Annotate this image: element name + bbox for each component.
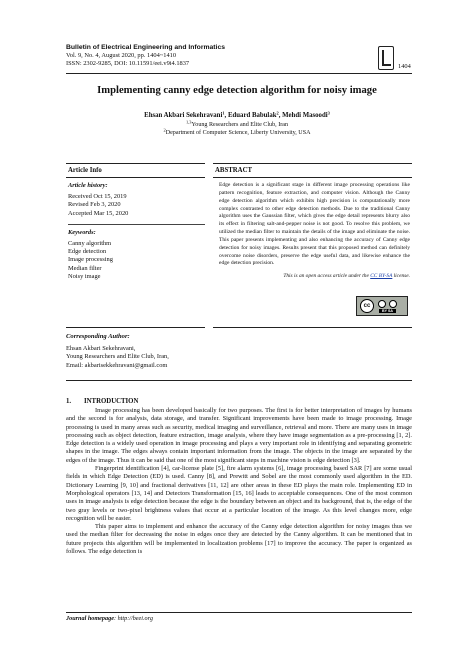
journal-logo-icon <box>378 46 394 70</box>
cc-badge-text: BY SA <box>379 309 396 313</box>
author-sup: 3 <box>327 110 330 116</box>
open-access-note <box>213 268 412 279</box>
paragraph: Fingerprint identification [4], car-license plate [5], fire alarm systems [6], image processing based SAR [7] are some usual fields in which Edge Detection (ED) is used. Canny [8], and Prewitt and Sobel are the most commonly used algorithm in the ED. Dictionary Learning [9, 10] and fractional derivatives [11, 12] are other areas in these ED plays the main role. Implementing ED in Morphological operators [13, 14] and Detectors Transformation [15, 16] leads to acceptable consequences. One of the most common uses in image analysis is edge detection because the edge is the boundary between an object and its background, that is, the edge of the two gray levels or two-pixel brightness values that occur at a particular location of the image. As this level changes more, edge recognition will be easier. <box>66 465 412 522</box>
paragraph: This paper aims to implement and enhance the accuracy of the Canny edge detection algorithm for noisy images thus we used the median filter for decreasing the noise in edges once they are detected by the Canny algorithm. It can be mentioned that in future projects this algorithm will be implemented in localization problems [17] to improve the accuracy. The paper is organized as follows. The edge detection is <box>66 523 412 556</box>
paragraph: Image processing has been developed basically for two purposes. The first is for better interpretation of images by humans and the second is for analysis, data storage, and transfer. Significant improvements have been made to image processing. Image processing is used in many areas such as security, medical imaging and surveillance, retrieval and more. There are many uses in image processing such as object detection, feature extraction, image analysis, where they have image segmentation as a pre-processing [1, 2]. Edge detection is a widely used operation in image processing and plays a very important role in identifying and separating geometric shapes in the image. The edges always contain important information from the image. The objects in the image are separated by the edges of the image. Thus it can be said that one of the most significant steps in machine vision is edge detection [3]. <box>66 407 412 464</box>
body-text <box>66 407 412 556</box>
paper-title: Implementing canny edge detection algorithm for noisy image <box>97 85 377 96</box>
corresponding-line: Ehsan Akbari Sekehravani, <box>66 345 136 353</box>
author-sup: 2 <box>276 110 279 116</box>
keyword-item: Median filter <box>68 264 102 272</box>
affiliations <box>0 121 474 138</box>
corresponding-rule <box>66 380 412 381</box>
abstract-text: Edge detection is a significant stage in different image processing operations like pattern recognition, feature extraction, and computer vision. Although the Canny edge detection algorithm which exhibits high precision is computationally more complex contrasted to other edge detection methods. Due to the traditional Canny algorithm uses the Gaussian filter, which gives the edge detail represents blurry also its effect in filtering salt-and-pepper noise is not good. To resolve this problem, we utilized the median filter to maintain the details of the image and eliminate the noise. This paper presents implementing and also enhancing the accuracy of Canny edge detection for noisy images. Results present that this proposed method can definitely overcome noise disorders, preserve the edge useful data, and likewise enhance the edge detection precision. <box>219 182 410 267</box>
affiliation-text: Young Researchers and Elite Club, Iran <box>191 122 289 128</box>
homepage-url[interactable]: http://beei.org <box>117 615 153 622</box>
corresponding-email[interactable]: Email: akbarisekkehravani@gmail.com <box>66 361 168 369</box>
affiliation <box>0 121 474 129</box>
abstract-heading: ABSTRACT <box>213 164 412 178</box>
open-access-prefix: This is an open access article under the <box>283 273 371 280</box>
affiliation-text: Department of Computer Science, Liberty University, USA <box>165 130 311 137</box>
author-sup: 1 <box>222 110 225 116</box>
corresponding-heading: Corresponding Author: <box>66 333 130 340</box>
history-item: Accepted Mar 15, 2020 <box>68 209 129 217</box>
article-info-heading: Article Info <box>66 164 205 178</box>
journal-volume: Vol. 9, No. 4, August 2020, pp. 1404~1410 <box>66 52 177 60</box>
homepage-label: Journal homepage <box>66 615 114 622</box>
section-title: INTRODUCTION <box>84 398 139 405</box>
author-name: Eduard Babulak <box>227 112 277 119</box>
affiliation-sup: 1,3 <box>185 119 192 125</box>
attribution-icon <box>378 300 386 308</box>
keyword-item: Edge detection <box>68 248 107 256</box>
keyword-item: Canny algorithm <box>68 240 112 248</box>
keywords-heading: Keywords: <box>68 228 96 236</box>
section-heading <box>66 398 138 405</box>
header-rule <box>66 73 412 74</box>
license-link[interactable]: CC BY-SA <box>370 273 393 280</box>
history-item: Received Oct 15, 2019 <box>68 193 127 201</box>
author-name: Ehsan Akbari Sekehravani <box>144 112 223 119</box>
affiliation <box>0 129 474 137</box>
keyword-item: Noisy image <box>68 272 101 280</box>
cc-license-badge[interactable] <box>356 296 408 316</box>
page-number: 1404 <box>398 63 411 70</box>
journal-header <box>66 44 406 69</box>
footer-rule <box>66 612 412 613</box>
section-number: 1. <box>66 398 72 405</box>
keyword-item: Image processing <box>68 256 113 264</box>
open-access-suffix: license. <box>392 273 410 280</box>
corresponding-line: Young Researchers and Elite Club, Iran, <box>66 353 169 361</box>
journal-homepage: Journal homepage: http://beei.org <box>66 615 153 622</box>
journal-issn: ISSN: 2302-9285, DOI: 10.11591/eei.v9i4.1837 <box>66 60 190 68</box>
corresponding-author <box>66 333 412 370</box>
abstract-box <box>213 163 412 328</box>
author-name: Mehdi Masoodi <box>282 112 328 119</box>
article-info-box <box>66 163 205 328</box>
history-heading: Article history: <box>68 182 108 189</box>
author-list: Ehsan Akbari Sekehravani$^1$, Eduard Babulak$^2$, Mehdi Masoodi$^3$ <box>144 110 330 119</box>
cc-icon: cc <box>360 299 374 313</box>
journal-name: Bulletin of Electrical Engineering and Informatics <box>66 44 226 51</box>
history-item: Revised Feb 3, 2020 <box>68 201 121 209</box>
share-alike-icon <box>389 300 397 308</box>
affiliation-sup: 2 <box>163 127 166 133</box>
